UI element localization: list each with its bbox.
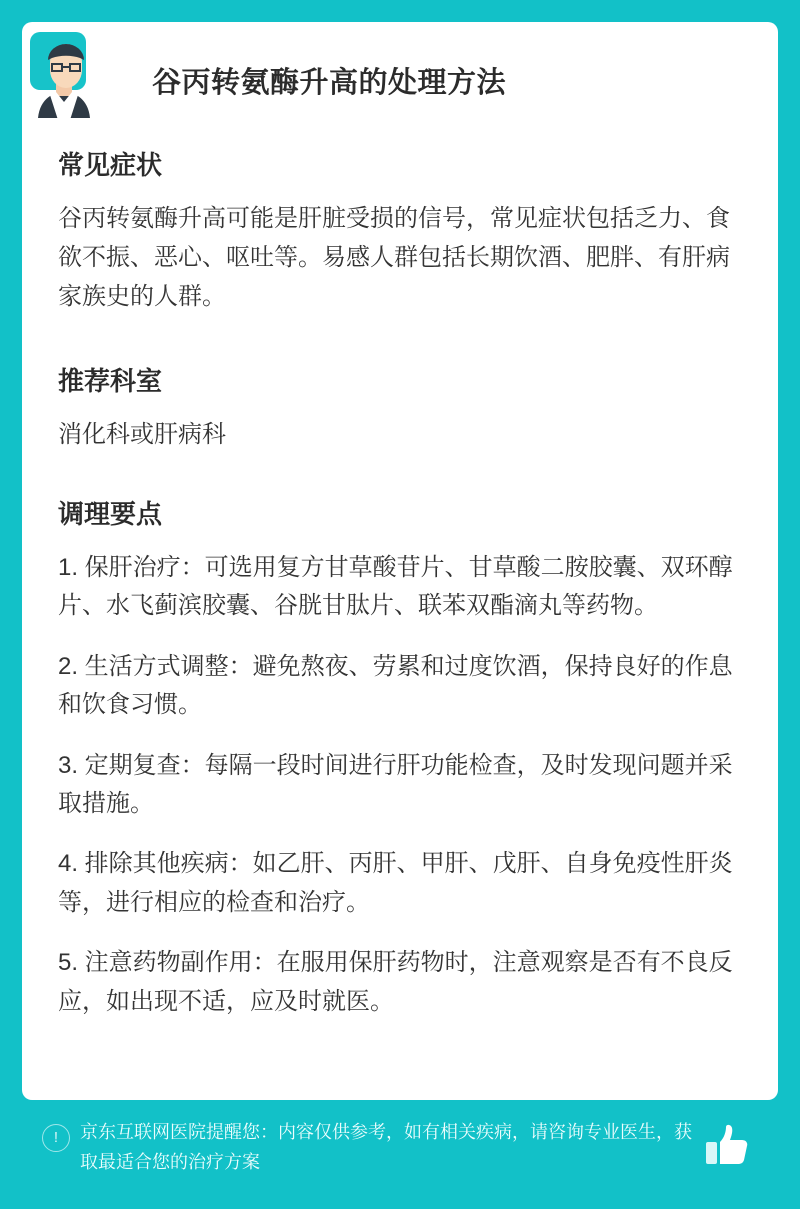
content-card: [22, 22, 778, 1100]
section-heading-symptoms: 常见症状: [58, 150, 163, 180]
doctor-avatar-icon: [30, 32, 102, 124]
section-heading-department: 推荐科室: [58, 365, 163, 396]
list-item: 5. 注意药物副作用：在服用保肝药物时，注意观察是否有不良反应，如出现不适，应及时就医。: [58, 949, 733, 1015]
care-points-list: [58, 549, 742, 1021]
footer-disclaimer: [22, 1100, 778, 1177]
list-item: 4. 排除其他疾病：如乙肝、丙肝、甲肝、戊肝、自身免疫性肝炎等，进行相应的检查和治疗。: [58, 850, 733, 916]
list-item: 2. 生活方式调整：避免熬夜、劳累和过度饮酒，保持良好的作息和饮食习惯。: [58, 652, 733, 719]
list-item: 1. 保肝治疗：可选用复方甘草酸苷片、甘草酸二胺胶囊、双环醇片、水飞蓟滨胶囊、谷胱甘肽片、联苯双酯滴丸等药物。: [58, 554, 733, 620]
section-text-symptoms: 谷丙转氨酶升高可能是肝脏受损的信号，常见症状包括乏力、食欲不振、恶心、呕吐等。易感人群包括长期饮酒、肥胖、有肝病家族史的人群。: [58, 205, 730, 310]
disclaimer-text: 京东互联网医院提醒您：内容仅供参考，如有相关疾病，请咨询专业医生，获取最适合您的治疗方案: [80, 1122, 692, 1172]
section-text-department: 消化科或肝病科: [58, 420, 226, 448]
list-item: 3. 定期复查：每隔一段时间进行肝功能检查，及时发现问题并采取措施。: [58, 751, 733, 817]
section-heading-care-points: 调理要点: [58, 499, 163, 530]
thumbs-up-icon[interactable]: [704, 1122, 750, 1168]
info-icon: !: [42, 1124, 70, 1152]
page-title: 谷丙转氨酶升高的处理方法: [152, 67, 507, 99]
